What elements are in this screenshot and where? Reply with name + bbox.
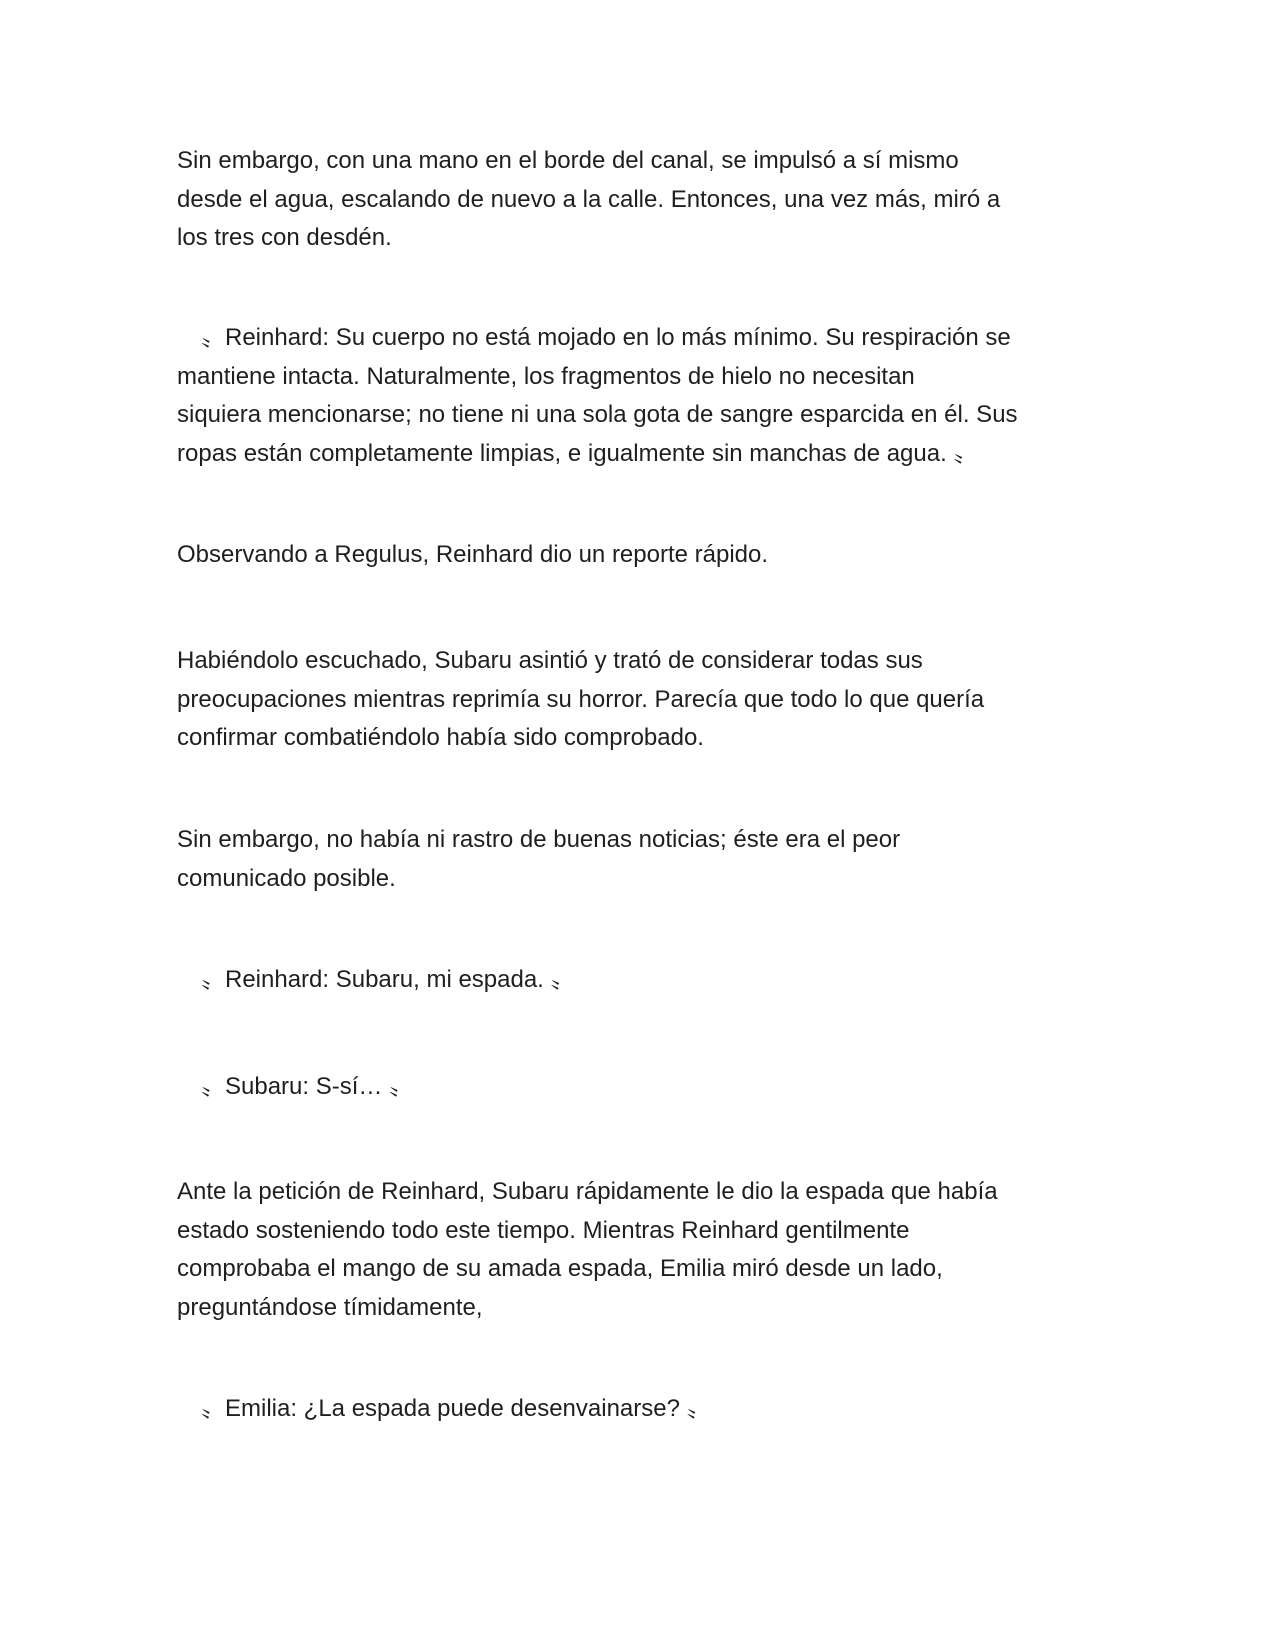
dialogue-reinhard-sword: 〟Reinhard: Subaru, mi espada. 〟 [177,966,575,993]
paragraph-no-good-news: Sin embargo, no había ni rastro de buenas noticias; éste era el peor comunicado posible. [177,826,901,892]
paragraph-hands-sword: Ante la petición de Reinhard, Subaru rápidamente le dio la espada que había estado sosteniendo todo este tiempo. Mientras Reinhard gentilmente comprobaba el mango de su amada espada, Emilia miró desde un lado, preguntándose tímidamente, [177,1178,998,1321]
dialogue-emilia-question: 〟Emilia: ¿La espada puede desenvainarse? 〟 [177,1395,711,1422]
dialogue-subaru-yes: 〟Subaru: S-sí… 〟 [177,1073,414,1100]
paragraph-observing-regulus: Observando a Regulus, Reinhard dio un reporte rápido. [177,541,769,568]
dialogue-reinhard-report: 〟Reinhard: Su cuerpo no está mojado en lo más mínimo. Su respiración se mantiene intacta. Naturalmente, los fragmentos de hielo no necesitan siquiera mencionarse; no tiene ni una sola gota de sangre esparcida en él. Sus ropas están completamente limpias, e igualmente sin manchas de agua. 〟 [177,324,1018,467]
paragraph-climb-out: Sin embargo, con una mano en el borde del canal, se impulsó a sí mismo desde el agua, escalando de nuevo a la calle. Entonces, una vez más, miró a los tres con desdén. [177,147,1001,251]
paragraph-subaru-considers: Habiéndolo escuchado, Subaru asintió y trató de considerar todas sus preocupaciones mientras reprimía su horror. Parecía que todo lo que quería confirmar combatiéndolo había sido comprobado. [177,647,985,751]
